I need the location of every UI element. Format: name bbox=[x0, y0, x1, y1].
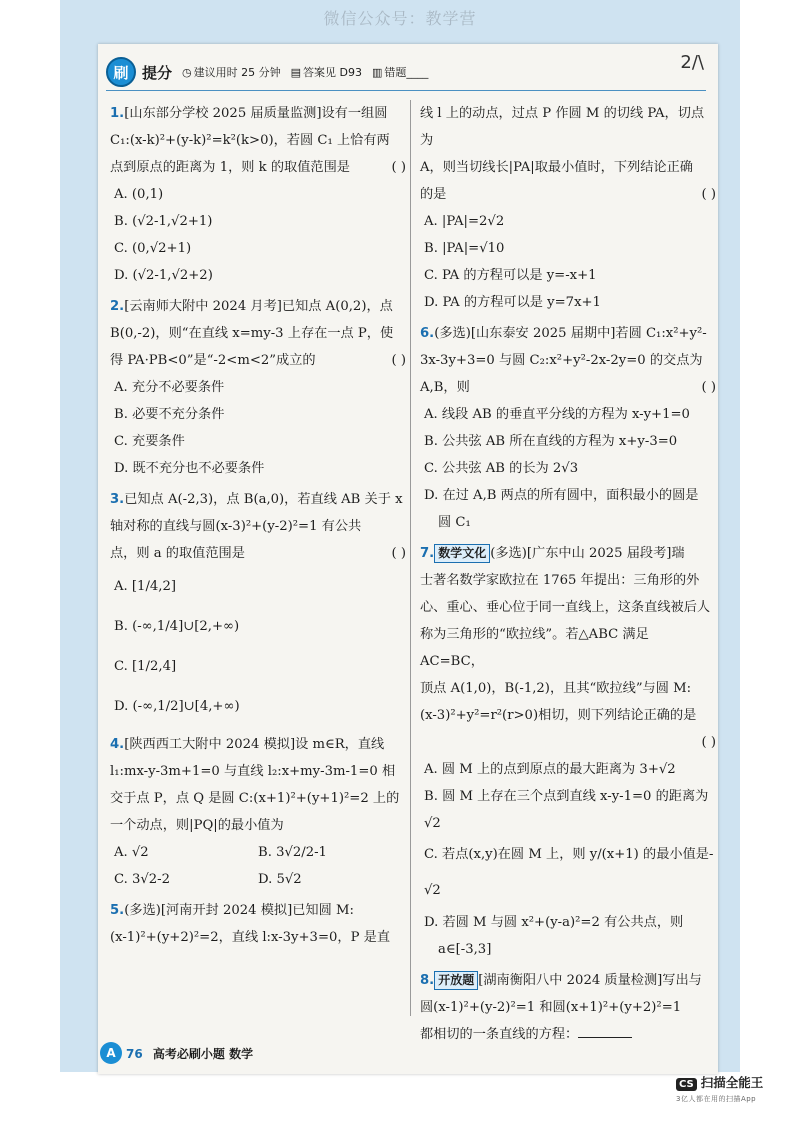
option-c: C. PA 的方程可以是 y=-x+1 bbox=[424, 268, 597, 283]
corner-mark: 2/\ bbox=[680, 52, 704, 73]
answer-paren: ( ) bbox=[391, 546, 406, 561]
question-1: 1.[山东部分学校 2025 届质量监测]设有一组圆 C₁:(x-k)²+(y-k)²=k²(k>0)，若圆 C₁ 上恰有两 点到原点的距离为 1，则 k 的取值范围是 ( ) A. (0,1) B. (√2-1,√2+1) C. (0,√2+1) D. (√2-1,√2+2) bbox=[110, 100, 406, 289]
option-d: D. 在过 A,B 两点的所有圆中，面积最小的圆是 bbox=[424, 488, 699, 503]
watermark: 微信公众号：教学营 bbox=[323, 9, 477, 28]
answer-hint: ▤ 答案见 D93 bbox=[290, 65, 362, 79]
book-title: 高考必刷小题 数学 bbox=[152, 1047, 254, 1061]
option-d: D. 若圆 M 与圆 x²+(y-a)²=2 有公共点，则 bbox=[424, 915, 684, 930]
option-d: D. PA 的方程可以是 y=7x+1 bbox=[424, 295, 601, 310]
scanner-watermark: CS 扫描全能王 3亿人都在用的扫描App bbox=[676, 1075, 764, 1103]
option-c: C. [1/2,4] bbox=[114, 659, 177, 674]
question-5-continued: 线 l 上的动点，过点 P 作圆 M 的切线 PA，切点为 A，则当切线长|PA|取最小值时，下列结论正确 的是 ( ) A. |PA|=2√2 B. |PA|=√10 C. PA 的方程可以是 y=-x+1 D. PA 的方程可以是 y=7x+1 bbox=[420, 100, 716, 316]
option-d-cont: a∈[-3,3] bbox=[438, 942, 492, 957]
right-column bbox=[420, 100, 716, 1052]
option-a: A. [1/4,2] bbox=[114, 579, 177, 594]
brand-logo-icon: A bbox=[100, 1042, 122, 1064]
option-c: C. 若点(x,y)在圆 M 上，则 y/(x+1) 的最小值是-√2 bbox=[424, 847, 714, 898]
option-b: B. 3√2/2-1 bbox=[258, 845, 327, 860]
option-b: B. (√2-1,√2+1) bbox=[114, 214, 213, 229]
worksheet-page bbox=[98, 44, 718, 1074]
option-a: A. 圆 M 上的点到原点的最大距离为 3+√2 bbox=[424, 762, 676, 777]
question-2: 2.[云南师大附中 2024 月考]已知点 A(0,2)，点 B(0,-2)，则“在直线 x=my-3 上存在一点 P，使 得 PA·PB<0”是“-2<m<2”成立的 ( ) A. 充分不必要条件 B. 必要不充分条件 C. 充要条件 D. 既不充分也不必要条件 bbox=[110, 293, 406, 482]
camscanner-logo-icon: CS bbox=[676, 1078, 697, 1091]
answer-paren: ( ) bbox=[701, 735, 716, 750]
option-d: D. (√2-1,√2+2) bbox=[114, 268, 213, 283]
answer-paren: ( ) bbox=[701, 187, 716, 202]
error-hint: ▥ 错题____ bbox=[372, 65, 429, 79]
option-b: B. 圆 M 上存在三个点到直线 x-y-1=0 的距离为√2 bbox=[424, 789, 709, 831]
time-hint: ◷ 建议用时 25 分钟 bbox=[182, 65, 281, 79]
math-culture-tag: 数学文化 bbox=[434, 544, 490, 563]
bookmark-icon: ▥ bbox=[372, 65, 383, 79]
column-divider bbox=[410, 100, 411, 1016]
question-6: 6.(多选)[山东泰安 2025 届期中]若圆 C₁:x²+y²- 3x-3y+3=0 与圆 C₂:x²+y²-2x-2y=0 的交点为 A,B，则 ( ) A. 线段 AB 的垂直平分线的方程为 x-y+1=0 B. 公共弦 AB 所在直线的方程为 x+y-3=0 C. 公共弦 AB 的长为 2√3 D. 在过 A,B 两点的所有圆中，面积最小的圆是 圆 C₁ bbox=[420, 320, 716, 536]
page-header bbox=[106, 58, 706, 86]
answer-paren: ( ) bbox=[391, 160, 406, 175]
question-4: 4.[陕西西工大附中 2024 模拟]设 m∈R，直线 l₁:mx-y-3m+1=0 与直线 l₂:x+my-3m-1=0 相 交于点 P，点 Q 是圆 C:(x+1)²+(y+1)²=2 上的 一个动点，则|PQ|的最小值为 A. √2 B. 3√2/2-1 C. 3√2-2 D. 5√2 bbox=[110, 731, 406, 893]
answer-paren: ( ) bbox=[701, 380, 716, 395]
option-b: B. (-∞,1/4]∪[2,+∞) bbox=[114, 619, 240, 634]
option-c: C. (0,√2+1) bbox=[114, 241, 192, 256]
option-b: B. |PA|=√10 bbox=[424, 241, 505, 256]
option-a: A. |PA|=2√2 bbox=[424, 214, 505, 229]
option-d: D. (-∞,1/2]∪[4,+∞) bbox=[114, 699, 240, 714]
open-question-tag: 开放题 bbox=[434, 971, 478, 990]
option-b: B. 必要不充分条件 bbox=[114, 407, 225, 422]
section-title: 提分 bbox=[142, 63, 173, 82]
left-column bbox=[110, 100, 406, 955]
question-7: 7. 数学文化 (多选)[广东中山 2025 届段考]瑞 士著名数学家欧拉在 1765 年提出：三角形的外 心、重心、垂心位于同一直线上，这条直线被后人 称为三角形的“欧拉线”。若△ABC 满足 AC=BC， 顶点 A(1,0)，B(-1,2)，且其“欧拉线”与圆 M: (x-3)²+y²=r²(r>0)相切，则下列结论正确的是 ( ) A. 圆 M 上的点到原点的最大距离为 3+√2 B. 圆 M 上存在三个点到直线 x-y-1=0 的距离为√2 C. 若点(x,y)在圆 M 上，则 y/(x+1) 的最小值是-√2 D. 若圆 M 与圆 x²+(y-a)²=2 有公共点，则 a∈[-3,3] bbox=[420, 540, 716, 963]
question-3: 3.已知点 A(-2,3)，点 B(a,0)，若直线 AB 关于 x 轴对称的直线与圆(x-3)²+(y-2)²=1 有公共 点，则 a 的取值范围是 ( ) A. [1/4,2] B. (-∞,1/4]∪[2,+∞) C. [1/2,4] D. (-∞,1/2]∪[4,+∞) bbox=[110, 486, 406, 727]
option-c: C. 公共弦 AB 的长为 2√3 bbox=[424, 461, 579, 476]
option-c: C. 充要条件 bbox=[114, 434, 185, 449]
question-5: 5.(多选)[河南开封 2024 模拟]已知圆 M: (x-1)²+(y+2)²=2，直线 l:x-3y+3=0，P 是直 bbox=[110, 903, 391, 945]
option-c: C. 3√2-2 bbox=[114, 872, 171, 887]
page-number: 76 bbox=[126, 1047, 143, 1061]
option-a: A. √2 bbox=[114, 845, 149, 860]
option-d: D. 5√2 bbox=[258, 872, 302, 887]
answer-paren: ( ) bbox=[391, 353, 406, 368]
question-8: 8. 开放题 [湖南衡阳八中 2024 质量检测]写出与 圆(x-1)²+(y-2)²=1 和圆(x+1)²+(y+2)²=1 都相切的一条直线的方程： bbox=[420, 973, 702, 1042]
clock-icon: ◷ bbox=[182, 65, 192, 79]
option-d: D. 既不充分也不必要条件 bbox=[114, 461, 265, 476]
option-d-cont: 圆 C₁ bbox=[438, 515, 471, 530]
page-footer bbox=[98, 1040, 718, 1066]
option-a: A. 充分不必要条件 bbox=[114, 380, 225, 395]
option-a: A. (0,1) bbox=[114, 187, 164, 202]
book-icon: ▤ bbox=[290, 65, 302, 79]
option-a: A. 线段 AB 的垂直平分线的方程为 x-y+1=0 bbox=[424, 407, 690, 422]
answer-blank[interactable] bbox=[578, 1023, 632, 1038]
header-rule bbox=[106, 90, 706, 91]
brush-badge: 刷 bbox=[106, 57, 136, 87]
option-b: B. 公共弦 AB 所在直线的方程为 x+y-3=0 bbox=[424, 434, 678, 449]
